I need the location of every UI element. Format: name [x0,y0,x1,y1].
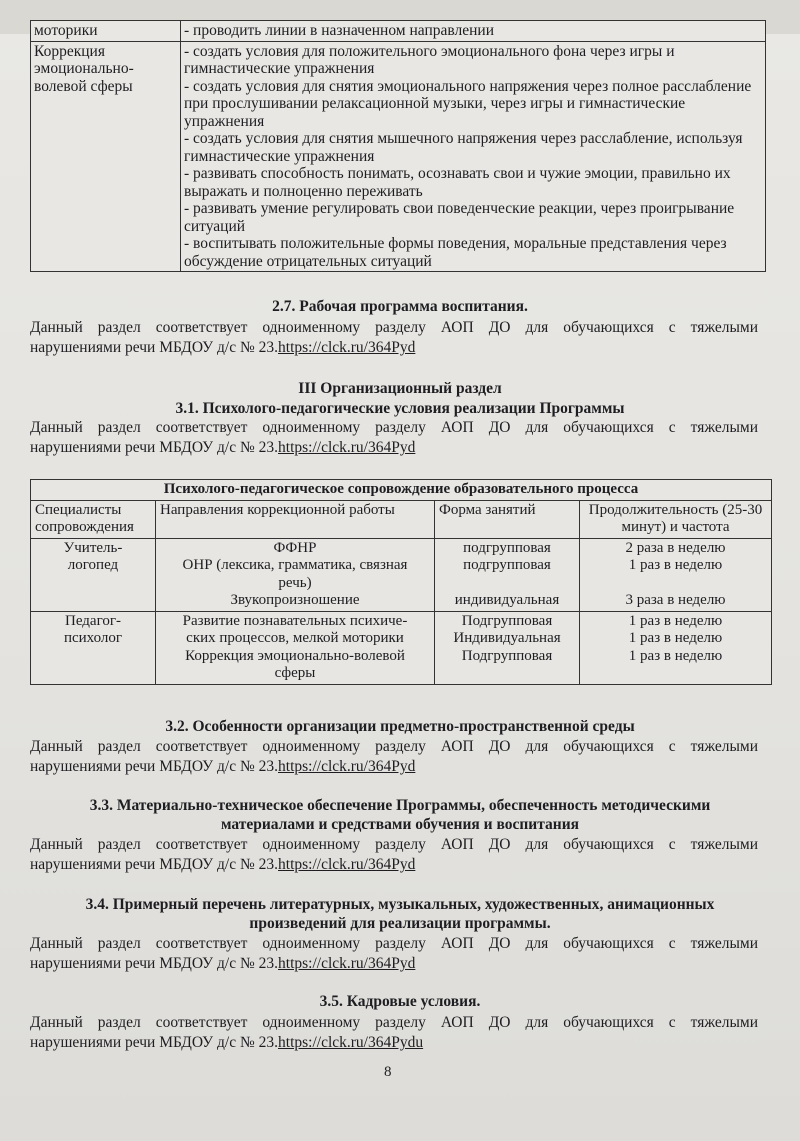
paragraph-line: нарушениями речи МБДОУ д/с № 23. [30,439,279,456]
paragraph-line: нарушениями речи МБДОУ д/с № 23. [30,758,279,775]
table-cell [31,538,156,611]
cell-line: 2 раза в неделю [625,539,726,556]
table-cell [435,611,580,684]
paragraph-line: нарушениями речи МБДОУ д/с № 23. [30,856,279,873]
paragraph-line: Данный раздел соответствует одноименному разделу АОП ДО для обучающихся с тяжелыми [30,1014,758,1031]
cell-line: ских процессов, мелкой моторики [186,630,404,646]
list-item: - развивать умение регулировать свои поведенческие реакции, через проигрывание ситуаций [184,200,735,235]
cell-line: 1 раз в неделю [628,630,723,646]
paragraph-line: Данный раздел соответствует одноименному разделу АОП ДО для обучающихся с тяжелыми [30,319,758,336]
list-item: - воспитывать положительные формы поведения, моральные представления через обсуждение отрицательных ситуаций [184,235,727,270]
section-link[interactable]: https://clck.ru/364Pyd [278,856,416,873]
table-row [31,21,766,42]
cell-line: 1 раз в неделю [628,557,723,573]
section-title-3-3-cont: материалами и средствами обучения и воспитания [220,816,580,833]
section-link[interactable]: https://clck.ru/364Pyd [278,955,416,972]
cell-line: сферы [274,665,316,681]
table-header-cell: Форма занятий [435,500,580,538]
cell-line: психолог [63,630,123,646]
section-link[interactable]: https://clck.ru/364Pyd [278,758,416,775]
table-cell [156,611,435,684]
list-item: - проводить линии в назначенном направлении [184,22,494,39]
section-title-3-3: 3.3. Материально-техническое обеспечение Программы, обеспеченность методическими [89,797,711,814]
cell-line: Индивидуальная [453,630,561,646]
section-title-3-1: 3.1. Психолого-педагогические условия реализации Программы [175,400,625,417]
section-link[interactable]: https://clck.ru/364Pyd [278,439,416,456]
cell-line: подгрупповая [463,539,551,556]
cell-line: Развитие познавательных психиче- [182,612,408,629]
table-header-row [31,500,772,538]
paragraph-line: Данный раздел соответствует одноименному разделу АОП ДО для обучающихся с тяжелыми [30,738,758,755]
cell-line: логопед [67,557,119,573]
table-caption-row [31,480,772,501]
table-cell [580,538,772,611]
cell-line: индивидуальная [454,592,560,608]
cell-line: ОНР (лексика, грамматика, связная [182,557,408,573]
section-title-3-4: 3.4. Примерный перечень литературных, музыкальных, художественных, анимационных [85,896,715,913]
table-cell [31,611,156,684]
table-caption: Психолого-педагогическое сопровождение образовательного процесса [31,480,772,501]
section-paragraph [30,835,758,875]
cell-line: Коррекция эмоционально-волевой [185,647,405,664]
section-paragraph [30,318,758,358]
section-title-2-7: 2.7. Рабочая программа воспитания. [272,298,528,315]
cell-line: ФФНР [273,539,317,556]
cell-line: 3 раза в неделю [625,592,726,608]
section-link[interactable]: https://clck.ru/364Pyd [278,339,416,356]
section-title-3: III Организационный раздел [298,380,502,397]
cell-line: Подгрупповая [461,612,553,629]
section-title-3-5: 3.5. Кадровые условия. [319,993,481,1010]
support-table [30,479,772,685]
section-paragraph [30,418,758,458]
table-header-cell: Специалисты сопровождения [31,500,156,538]
table-row [31,538,772,611]
cell-line: речь) [278,574,312,591]
table-cell [181,21,766,42]
list-item: - создать условия для снятия эмоционального напряжения через полное расслабление при прослушивании релаксационной музыки, через игры и гимнастические упражнения [184,77,752,130]
paragraph-line: нарушениями речи МБДОУ д/с № 23. [30,339,279,356]
section-link[interactable]: https://clck.ru/364Pydu [278,1034,424,1051]
table-cell [435,538,580,611]
section-title-3-4-cont: произведений для реализации программы. [249,915,551,932]
paragraph-line: Данный раздел соответствует одноименному разделу АОП ДО для обучающихся с тяжелыми [30,419,758,436]
list-item: - развивать способность понимать, осознавать свои и чужие эмоции, правильно их выражать и полноценно переживать [184,165,731,200]
paragraph-line: Данный раздел соответствует одноименному разделу АОП ДО для обучающихся с тяжелыми [30,935,758,952]
cell-line: Педагог- [64,612,121,629]
cell-line [439,575,575,593]
cell-line: Учитель- [63,539,123,556]
table-cell: моторики [31,21,181,42]
cell-line: 1 раз в неделю [628,612,723,629]
list-item: - создать условия для положительного эмоционального фона через игры и гимнастические упражнения [184,42,675,77]
cell-line: подгрупповая [463,557,551,573]
list-item: - создать условия для снятия мышечного напряжения через расслабление, используя гимнастические упражнения [184,130,743,165]
table-row [31,41,766,272]
page-number: 8 [384,1064,392,1080]
table-cell [181,41,766,272]
cell-line: Звукопроизношение [230,592,360,608]
paragraph-line: Данный раздел соответствует одноименному разделу АОП ДО для обучающихся с тяжелыми [30,836,758,853]
paragraph-line: нарушениями речи МБДОУ д/с № 23. [30,955,279,972]
section-title-3-2: 3.2. Особенности организации предметно-пространственной среды [165,718,635,735]
section-paragraph [30,934,758,974]
cell-line [584,575,767,593]
cell-line: Подгрупповая [461,647,553,664]
cell-line: 1 раз в неделю [628,647,723,664]
table-cell [580,611,772,684]
table-header-cell: Направления коррекционной работы [156,500,435,538]
section-paragraph [30,737,758,777]
correction-table [30,20,766,272]
table-row [31,611,772,684]
section-paragraph [30,1013,758,1053]
paragraph-line: нарушениями речи МБДОУ д/с № 23. [30,1034,279,1051]
table-cell: Коррекция эмоционально-волевой сферы [31,41,181,272]
table-cell [156,538,435,611]
table-header-cell: Продолжительность (25-30 минут) и частота [580,500,772,538]
